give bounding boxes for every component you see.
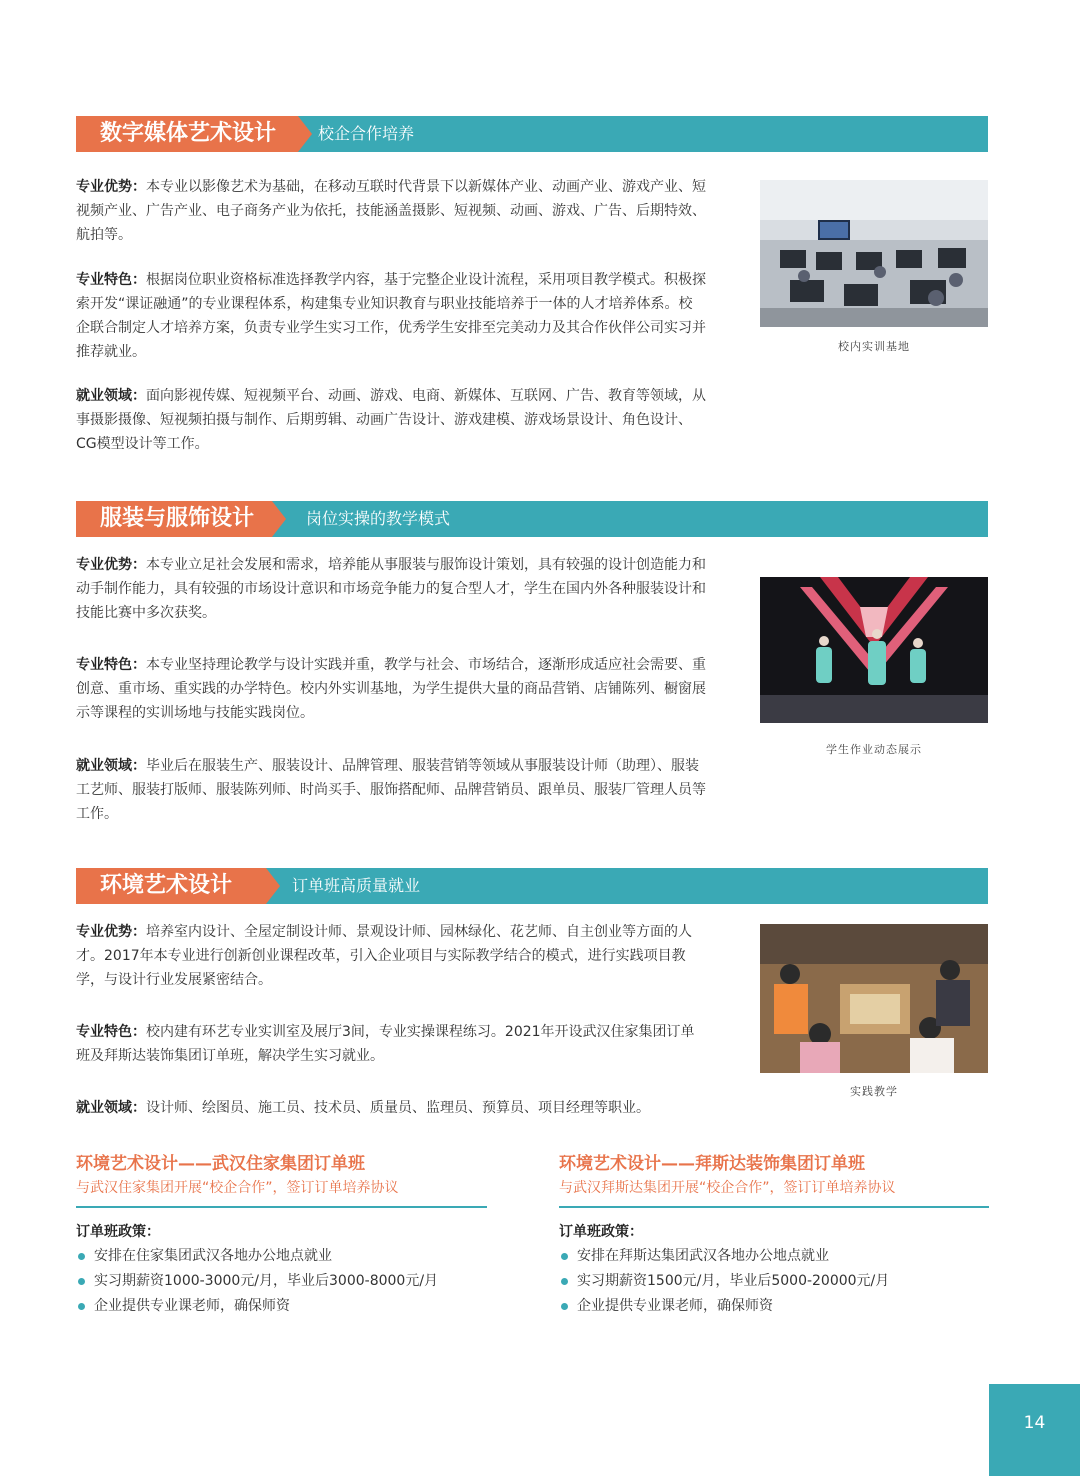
order-title: 环境艺术设计——武汉住家集团订单班 (76, 1154, 365, 1174)
paragraph-advantage: 专业优势：本专业立足社会发展和需求，培养能从事服装与服饰设计策划，具有较强的设计创造能力和动手制作能力，具有较强的市场设计意识和市场竞争能力的复合型人才，学生在国内外各种服装设计和技能比赛中多次获奖。 (76, 557, 706, 621)
photo-practice-teaching (760, 924, 988, 1073)
order-class-baisida (559, 1152, 989, 1319)
divider (559, 1206, 989, 1208)
paragraph-advantage: 专业优势：本专业以影像艺术为基础，在移动互联时代背景下以新媒体产业、动画产业、游戏产业、短视频产业、广告产业、电子商务产业为依托，技能涵盖摄影、短视频、动画、游戏、广告、后期特效、航拍等。 (76, 179, 706, 243)
policy-item: 实习期薪资1000-3000元/月，毕业后3000-8000元/月 (76, 1269, 487, 1294)
photo-fashion-show (760, 577, 988, 723)
paragraph-advantage: 专业优势：培养室内设计、全屋定制设计师、景观设计师、园林绿化、花艺师、自主创业等方面的人才。2017年本专业进行创新创业课程改革，引入企业项目与实际教学结合的模式，进行实践项目教学，与设计行业发展紧密结合。 (76, 924, 692, 988)
section-title: 服装与服饰设计 (76, 501, 272, 537)
order-subtitle: 与武汉住家集团开展“校企合作”，签订订单培养协议 (76, 1180, 399, 1196)
section-subtitle: 订单班高质量就业 (292, 876, 421, 895)
paragraph-feature: 专业特色：校内建有环艺专业实训室及展厅3间，专业实操课程练习。2021年开设武汉住家集团订单班及拜斯达装饰集团订单班，解决学生实习就业。 (76, 1024, 695, 1064)
policy-item: 安排在拜斯达集团武汉各地办公地点就业 (559, 1244, 989, 1269)
bullet-dot-icon (561, 1253, 568, 1260)
policy-title: 订单班政策： (76, 1224, 160, 1240)
bullet-dot-icon (78, 1253, 85, 1260)
bullet-dot-icon (561, 1278, 568, 1285)
section-title: 环境艺术设计 (76, 868, 266, 904)
section-subtitle: 校企合作培养 (318, 124, 415, 143)
section-header-digital-media (76, 116, 988, 152)
policy-item: 企业提供专业课老师，确保师资 (76, 1294, 487, 1319)
photo-caption: 实践教学 (850, 1085, 898, 1098)
photo-caption: 学生作业动态展示 (826, 743, 922, 756)
divider (76, 1206, 487, 1208)
page-number-box (989, 1384, 1080, 1476)
bullet-dot-icon (78, 1303, 85, 1310)
section-title: 数字媒体艺术设计 (76, 116, 298, 152)
policy-item: 企业提供专业课老师，确保师资 (559, 1294, 989, 1319)
section-header-environment (76, 868, 988, 904)
paragraph-career: 就业领域：面向影视传媒、短视频平台、动画、游戏、电商、新媒体、互联网、广告、教育等领域，从事摄影摄像、短视频拍摄与制作、后期剪辑、动画广告设计、游戏建模、游戏场景设计、角色设计、CG模型设计等工作。 (76, 388, 706, 452)
order-class-zhujia (76, 1152, 487, 1319)
photo-caption: 校内实训基地 (838, 340, 910, 353)
bullet-dot-icon (561, 1303, 568, 1310)
section-header-fashion (76, 501, 988, 537)
policy-title: 订单班政策： (559, 1224, 643, 1240)
order-title: 环境艺术设计——拜斯达装饰集团订单班 (559, 1154, 865, 1174)
page-number: 14 (1023, 1413, 1046, 1433)
paragraph-feature: 专业特色：根据岗位职业资格标准选择教学内容，基于完整企业设计流程，采用项目教学模式。积极探索开发“课证融通”的专业课程体系，构建集专业知识教育与职业技能培养于一体的人才培养体系。校企联合制定人才培养方案，负责专业学生实习工作，优秀学生安排至完美动力及其合作伙伴公司实习并推荐就业。 (76, 272, 706, 360)
section-subtitle: 岗位实操的教学模式 (306, 509, 451, 528)
paragraph-feature: 专业特色：本专业坚持理论教学与设计实践并重，教学与社会、市场结合，逐渐形成适应社会需要、重创意、重市场、重实践的办学特色。校内外实训基地，为学生提供大量的商品营销、店铺陈列、橱窗展示等课程的实训场地与技能实践岗位。 (76, 657, 706, 721)
order-subtitle: 与武汉拜斯达集团开展“校企合作”，签订订单培养协议 (559, 1180, 896, 1196)
paragraph-career: 就业领域：设计师、绘图员、施工员、技术员、质量员、监理员、预算员、项目经理等职业。 (76, 1100, 650, 1116)
bullet-dot-icon (78, 1278, 85, 1285)
photo-training-base (760, 180, 988, 327)
policy-item: 安排在住家集团武汉各地办公地点就业 (76, 1244, 487, 1269)
policy-item: 实习期薪资1500元/月，毕业后5000-20000元/月 (559, 1269, 989, 1294)
paragraph-career: 就业领域：毕业后在服装生产、服装设计、品牌管理、服装营销等领域从事服装设计师（助理）、服装工艺师、服装打版师、服装陈列师、时尚买手、服饰搭配师、品牌营销员、跟单员、服装厂管理人员等工作。 (76, 758, 706, 822)
